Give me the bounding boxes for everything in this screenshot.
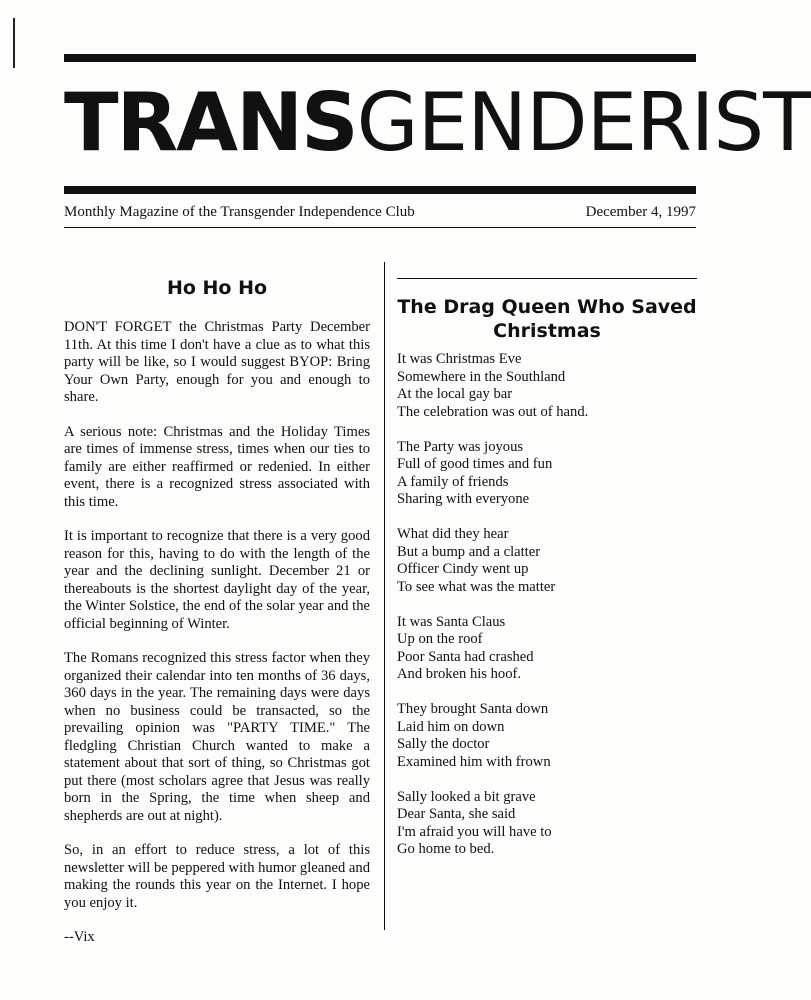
poem-line: And broken his hoof. xyxy=(397,666,522,682)
right-article xyxy=(397,295,697,876)
poem-line: Dear Santa, she said xyxy=(397,806,516,822)
poem-line: What did they hear xyxy=(397,526,509,542)
poem-line: Officer Cindy went up xyxy=(397,561,529,577)
poem-line: Examined him with frown xyxy=(397,753,551,770)
poem-line: I'm afraid you will have to xyxy=(397,823,552,840)
poem-line: It was Santa Claus xyxy=(397,613,506,630)
left-article-paragraph: So, in an effort to reduce stress, a lot of this newsletter will be peppered with humor gleaned and making the rounds this year on the Internet. I hope you enjoy it. xyxy=(64,842,370,911)
magazine-subtitle: Monthly Magazine of the Transgender Independence Club xyxy=(64,204,415,220)
poem-line: The Party was joyous xyxy=(397,438,524,455)
left-article-headline: Ho Ho Ho xyxy=(166,277,268,299)
left-article-paragraph: The Romans recognized this stress factor when they organized their calendar into ten months of 36 days, 360 days in the year. The remaining days were days when no business could be transacted, so the prevailing opinion was "PARTY TIME." The fledgling Christian Church wanted to make a statement about that sort of thing, so Christmas got put there (most scholars agree that Jesus was really born in the Spring, the time when sheep and shepherds are out at night). xyxy=(64,650,370,824)
right-article-headline: The Drag Queen Who Saved Christmas xyxy=(397,296,697,342)
poem-stanza xyxy=(397,526,697,596)
issue-date: December 4, 1997 xyxy=(585,204,696,220)
masthead-subline xyxy=(64,204,696,221)
poem-stanza xyxy=(397,351,697,421)
poem-line: But a bump and a clatter xyxy=(397,543,541,560)
poem-line: A family of friends xyxy=(397,473,509,490)
poem-line: Sharing with everyone xyxy=(397,491,530,507)
masthead-title-bold: TRANS xyxy=(64,76,357,169)
poem-stanza xyxy=(397,701,697,771)
masthead-title xyxy=(64,76,811,169)
poem-line: Sally the doctor xyxy=(397,736,490,752)
left-article-signature: --Vix xyxy=(64,929,95,945)
left-article-paragraph: A serious note: Christmas and the Holiday Times are times of immense stress, times when our ties to family are either reaffirmed or redenied. In either event, there is a recognized stress associated with this time. xyxy=(64,423,370,510)
masthead-title-light: GENDERIST xyxy=(356,76,811,169)
poem-line: Go home to bed. xyxy=(397,841,495,857)
left-article-paragraph: DON'T FORGET the Christmas Party December 11th. At this time I don't have a clue as to what this party will be like, so I would suggest BYOP: Bring Your Own Party, enough for you and enough to share. xyxy=(64,319,370,405)
poem xyxy=(397,351,697,859)
poem-line: Somewhere in the Southland xyxy=(397,368,566,385)
right-column-top-rule xyxy=(397,278,697,279)
column-divider xyxy=(384,262,385,930)
poem-line: Sally looked a bit grave xyxy=(397,788,536,805)
masthead-bottom-rule xyxy=(64,186,696,194)
left-article xyxy=(64,276,370,946)
poem-stanza xyxy=(397,614,697,684)
poem-line: Laid him on down xyxy=(397,718,505,735)
masthead-top-rule xyxy=(64,54,696,62)
poem-line: At the local gay bar xyxy=(397,386,513,402)
poem-line: It was Christmas Eve xyxy=(397,351,522,367)
poem-line: To see what was the matter xyxy=(397,578,556,595)
poem-line: Up on the roof xyxy=(397,631,483,647)
poem-stanza xyxy=(397,439,697,509)
poem-line: The celebration was out of hand. xyxy=(397,403,589,420)
poem-line: Poor Santa had crashed xyxy=(397,648,534,665)
poem-line: They brought Santa down xyxy=(397,701,549,717)
margin-mark xyxy=(13,18,15,68)
poem-line: Full of good times and fun xyxy=(397,456,553,472)
left-article-paragraph: It is important to recognize that there is a very good reason for this, having to do with the length of the year and the declining sunlight. December 21 or thereabouts is the shortest daylight day of the year, the Winter Solstice, the end of the solar year and the official beginning of Winter. xyxy=(64,528,370,632)
subline-rule xyxy=(64,227,696,228)
poem-stanza xyxy=(397,789,697,859)
